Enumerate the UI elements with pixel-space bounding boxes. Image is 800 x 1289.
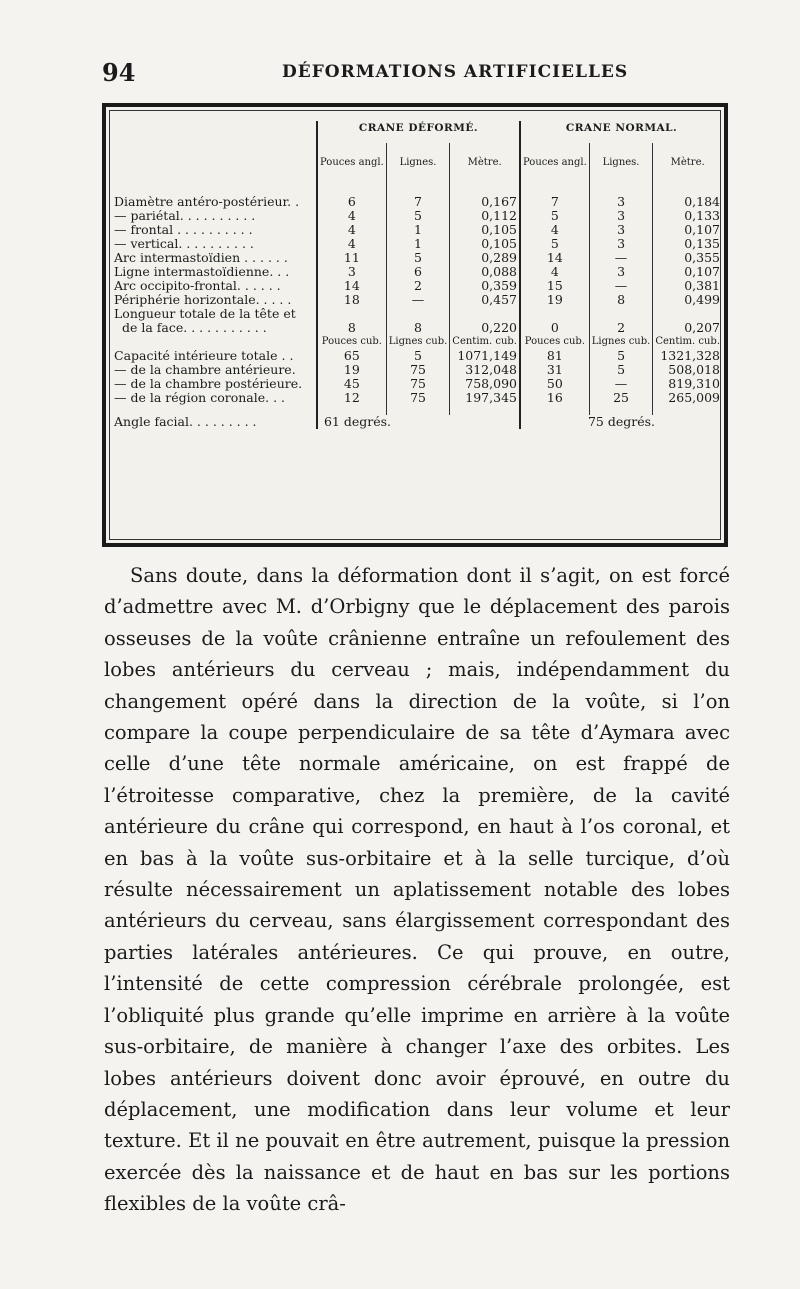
table-row: [112, 279, 722, 293]
row-label: Capacité intérieure totale . .: [114, 348, 294, 363]
cell: 0,167: [450, 195, 520, 209]
cell: 0,220: [450, 321, 520, 335]
cell: 14: [520, 251, 589, 265]
cell: 4: [317, 223, 386, 237]
group-header-deformed: CRANE DÉFORMÉ.: [317, 121, 520, 143]
row-label: — de la chambre antérieure.: [114, 362, 296, 377]
page-header: [102, 58, 742, 88]
cell: —: [589, 251, 653, 265]
row-label: Diamètre antéro-postérieur. .: [114, 194, 300, 209]
cell: 2: [386, 279, 450, 293]
cell: 65: [317, 349, 386, 363]
cell: 508,018: [653, 363, 722, 377]
cell: 265,009: [653, 391, 722, 405]
cell: 0,289: [450, 251, 520, 265]
cell: 81: [520, 349, 589, 363]
cell: 0: [520, 321, 589, 335]
table-row: [112, 391, 722, 405]
paragraph: Sans doute, dans la déformation dont il s’agit, on est forcé d’admettre avec M. d’Orbigny que le déplacement des parois osseuses de la voûte crânienne entraîne un refoulement des lobes antérieurs du cerveau ; mais, indépendamment du changement opéré dans la direction de la voûte, si l’on compare la coupe perpendiculaire de sa tête d’Aymara avec celle d’une tête normale américaine, on est frappé de l’étroitesse comparative, chez la première, de la cavité antérieure du crâne qui correspond, en haut à l’os coronal, et en bas à la voûte sus-orbitaire et à la selle turcique, d’où résulte nécessairement un aplatissement notable des lobes antérieurs du cerveau, sans élargissement correspondant des parties latérales antérieures. Ce qui prouve, en outre, l’intensité de cette compression cérébrale prolongée, est l’obliquité plus grande qu’elle imprime en arrière à la voûte sus-orbitaire, de manière à changer l’axe des orbites. Les lobes antérieurs doivent donc avoir éprouvé, en outre du déplacement, une modification dans leur volume et leur texture. Et il ne pouvait en être autrement, puisque la pression exercée dès la naissance et de haut en bas sur les portions flexibles de la voûte crâ-: [104, 564, 730, 1216]
subheader-cell: Mètre.: [450, 143, 520, 183]
subheader-cell: Lignes.: [589, 143, 653, 183]
cell: 0,499: [653, 293, 722, 307]
cell: 7: [386, 195, 450, 209]
measurement-table-grid: [112, 121, 722, 429]
table-row: [112, 265, 722, 279]
angle-deformed: 61 degrés.: [317, 415, 520, 429]
table-row: [112, 293, 722, 307]
cell: 5: [386, 349, 450, 363]
running-title: DÉFORMATIONS ARTIFICIELLES: [282, 62, 629, 82]
cell: —: [589, 377, 653, 391]
row-label: Longueur totale de la tête et: [114, 306, 296, 321]
cell: 0,133: [653, 209, 722, 223]
cell: 7: [520, 195, 589, 209]
unit-cell: Centim. cub.: [653, 335, 722, 349]
cell: 0,457: [450, 293, 520, 307]
cell: 0,359: [450, 279, 520, 293]
row-label: Arc occipito-frontal. . . . . .: [114, 278, 281, 293]
row-label: — de la chambre postérieure.: [114, 376, 303, 391]
page-number: 94: [102, 58, 136, 87]
cell: 312,048: [450, 363, 520, 377]
unit-cell: Lignes cub.: [386, 335, 450, 349]
table-row: [112, 195, 722, 209]
cell: 5: [520, 237, 589, 251]
cell: 8: [386, 321, 450, 335]
cell: 0,355: [653, 251, 722, 265]
cell: 5: [386, 251, 450, 265]
cell: 0,184: [653, 195, 722, 209]
table-row: [112, 209, 722, 223]
cell: 19: [520, 293, 589, 307]
cell: —: [589, 279, 653, 293]
row-label: Ligne intermastoïdienne. . .: [114, 264, 290, 279]
unit-cell: Centim. cub.: [450, 335, 520, 349]
row-label: Angle facial. . . . . . . . .: [114, 414, 257, 429]
cell: 16: [520, 391, 589, 405]
row-label: — pariétal. . . . . . . . . .: [114, 208, 256, 223]
cell: 1321,328: [653, 349, 722, 363]
cell: 3: [589, 195, 653, 209]
cell: 3: [589, 237, 653, 251]
cell: 5: [520, 209, 589, 223]
row-label: — de la région coronale. . .: [114, 390, 285, 405]
row-label: — vertical. . . . . . . . . .: [114, 236, 254, 251]
cell: 5: [386, 209, 450, 223]
cell: 0,107: [653, 223, 722, 237]
cell: 14: [317, 279, 386, 293]
cell: 4: [317, 237, 386, 251]
table-row: [112, 237, 722, 251]
measurement-table: [102, 103, 728, 547]
angle-row: [112, 415, 722, 429]
cell: 19: [317, 363, 386, 377]
cell: 18: [317, 293, 386, 307]
table-row: [112, 321, 722, 335]
units-row: [112, 335, 722, 349]
cell: 45: [317, 377, 386, 391]
cell: 819,310: [653, 377, 722, 391]
table-row: [112, 377, 722, 391]
cell: 4: [520, 223, 589, 237]
cell: 0,381: [653, 279, 722, 293]
cell: 3: [589, 209, 653, 223]
table-row: [112, 307, 722, 321]
table-row: [112, 223, 722, 237]
cell: 0,107: [653, 265, 722, 279]
cell: 3: [317, 265, 386, 279]
cell: 11: [317, 251, 386, 265]
body-text: [104, 560, 730, 1220]
cell: 197,345: [450, 391, 520, 405]
cell: 2: [589, 321, 653, 335]
cell: 0,105: [450, 223, 520, 237]
table-row: [112, 251, 722, 265]
cell: 0,207: [653, 321, 722, 335]
cell: 3: [589, 223, 653, 237]
cell: 6: [386, 265, 450, 279]
cell: 75: [386, 391, 450, 405]
table-row: [112, 349, 722, 363]
unit-cell: Pouces cub.: [520, 335, 589, 349]
cell: 6: [317, 195, 386, 209]
table-row: [112, 363, 722, 377]
row-label: Arc intermastoïdien . . . . . .: [114, 250, 288, 265]
row-label: de la face. . . . . . . . . . .: [122, 320, 267, 335]
cell: 8: [317, 321, 386, 335]
cell: 4: [520, 265, 589, 279]
cell: 15: [520, 279, 589, 293]
cell: —: [386, 293, 450, 307]
cell: 0,105: [450, 237, 520, 251]
cell: 31: [520, 363, 589, 377]
row-label: — frontal . . . . . . . . . .: [114, 222, 253, 237]
subheader-cell: Pouces angl.: [520, 143, 589, 183]
cell: 3: [589, 265, 653, 279]
cell: 75: [386, 363, 450, 377]
cell: 4: [317, 209, 386, 223]
cell: 8: [589, 293, 653, 307]
cell: 758,090: [450, 377, 520, 391]
cell: 0,088: [450, 265, 520, 279]
unit-cell: Lignes cub.: [589, 335, 653, 349]
cell: 0,112: [450, 209, 520, 223]
subheader-cell: Lignes.: [386, 143, 450, 183]
cell: 1: [386, 223, 450, 237]
cell: 50: [520, 377, 589, 391]
row-label: Périphérie horizontale. . . . .: [114, 292, 292, 307]
unit-cell: Pouces cub.: [317, 335, 386, 349]
cell: 75: [386, 377, 450, 391]
cell: 5: [589, 363, 653, 377]
subheader-cell: Mètre.: [653, 143, 722, 183]
cell: 0,135: [653, 237, 722, 251]
cell: 5: [589, 349, 653, 363]
cell: 1071,149: [450, 349, 520, 363]
cell: 1: [386, 237, 450, 251]
cell: 25: [589, 391, 653, 405]
cell: 12: [317, 391, 386, 405]
subheader-cell: Pouces angl.: [317, 143, 386, 183]
angle-normal: 75 degrés.: [520, 415, 722, 429]
group-header-normal: CRANE NORMAL.: [520, 121, 722, 143]
